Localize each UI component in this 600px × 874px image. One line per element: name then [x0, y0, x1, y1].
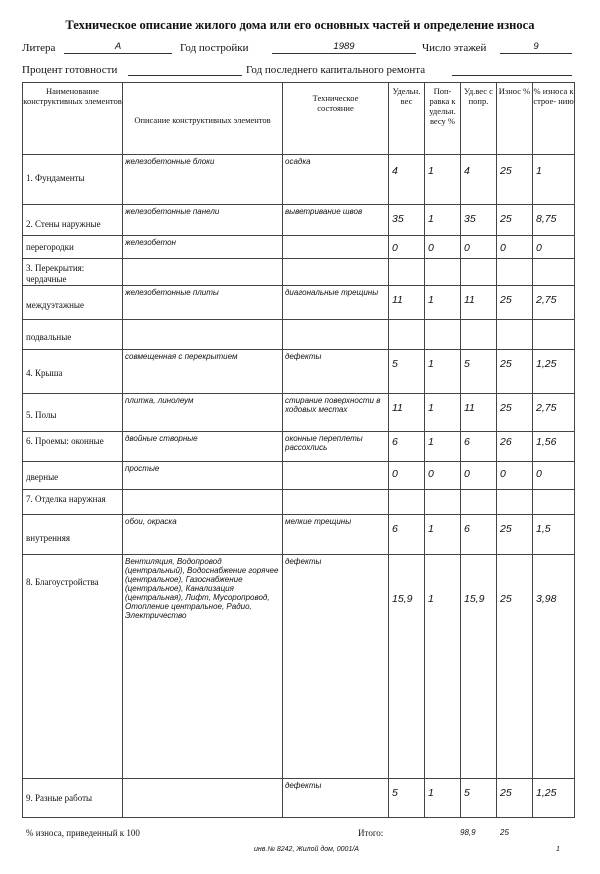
- col-desc-header: Описание конструктивных элементов: [123, 83, 283, 155]
- element-description-cell: двойные створные: [123, 432, 283, 462]
- value-cell-w: 0: [389, 236, 425, 259]
- technical-state-cell: диагональные трещины: [283, 286, 389, 320]
- table-row: [23, 394, 575, 432]
- litera-label: Литера: [22, 42, 56, 54]
- value-cell-w: 11: [389, 286, 425, 320]
- repair-label: Год последнего капитального ремонта: [246, 64, 426, 76]
- value-cell-w: [389, 259, 425, 286]
- technical-state-cell: [283, 236, 389, 259]
- total-weight: 98,9: [460, 828, 476, 837]
- element-description-cell: [123, 259, 283, 286]
- value-cell-w: 15,9: [389, 555, 425, 779]
- table-row: [23, 320, 575, 350]
- col-weight-corr-header: Уд.вес с попр.: [461, 83, 497, 155]
- page-number: 1: [556, 846, 560, 853]
- element-name-cell: 7. Отделка наружная: [23, 490, 123, 515]
- value-cell-c: [425, 259, 461, 286]
- value-cell-wb: 1,25: [533, 350, 575, 394]
- value-cell-wb: 1: [533, 155, 575, 205]
- value-cell-wear: 0: [497, 462, 533, 490]
- technical-state-cell: [283, 490, 389, 515]
- value-cell-wear: [497, 490, 533, 515]
- element-description-cell: железобетонные блоки: [123, 155, 283, 205]
- value-cell-c: 1: [425, 515, 461, 555]
- element-description-cell: [123, 779, 283, 818]
- document-title: Техническое описание жилого дома или его основных частей и определение износа: [65, 18, 535, 32]
- element-name-cell: 8. Благоустройства: [23, 555, 123, 779]
- element-name-cell: перегородки: [23, 236, 123, 259]
- value-cell-c: 1: [425, 432, 461, 462]
- technical-state-cell: мелкие трещины: [283, 515, 389, 555]
- technical-state-cell: дефекты: [283, 350, 389, 394]
- value-cell-wb: 0: [533, 236, 575, 259]
- value-cell-wb: [533, 320, 575, 350]
- value-cell-wc: 11: [461, 286, 497, 320]
- year-field: 1989: [272, 41, 416, 54]
- table-row: [23, 205, 575, 236]
- value-cell-c: 0: [425, 462, 461, 490]
- col-state-header: Техническое состояние: [283, 83, 389, 155]
- element-description-cell: простые: [123, 462, 283, 490]
- readiness-field: [128, 63, 242, 76]
- value-cell-wb: 3,98: [533, 555, 575, 779]
- inventory-note: инв.№ 8242, Жилой дом, 0001/А: [254, 846, 359, 853]
- value-cell-c: 1: [425, 286, 461, 320]
- value-cell-c: 1: [425, 779, 461, 818]
- technical-state-cell: дефекты: [283, 555, 389, 779]
- value-cell-wc: 11: [461, 394, 497, 432]
- col-wear-header: Износ %: [497, 83, 533, 155]
- value-cell-wb: 1,25: [533, 779, 575, 818]
- technical-state-cell: дефекты: [283, 779, 389, 818]
- value-cell-wb: 1,56: [533, 432, 575, 462]
- value-cell-wb: 8,75: [533, 205, 575, 236]
- table-row: [23, 236, 575, 259]
- value-cell-wb: [533, 259, 575, 286]
- element-name-cell: междуэтажные: [23, 286, 123, 320]
- value-cell-c: [425, 490, 461, 515]
- value-cell-wb: [533, 490, 575, 515]
- technical-state-cell: выветривание швов: [283, 205, 389, 236]
- value-cell-wb: 2,75: [533, 394, 575, 432]
- year-label: Год постройки: [180, 42, 249, 54]
- reduced-wear-label: % износа, приведенный к 100: [26, 828, 140, 838]
- value-cell-c: 1: [425, 205, 461, 236]
- value-cell-wc: [461, 490, 497, 515]
- col-weight-header: Удельн. вес: [389, 83, 425, 155]
- element-description-cell: [123, 320, 283, 350]
- element-name-cell: 3. Перекрытия: чердачные: [23, 259, 123, 286]
- element-name-cell: 2. Стены наружные: [23, 205, 123, 236]
- value-cell-wear: 25: [497, 394, 533, 432]
- value-cell-wb: 0: [533, 462, 575, 490]
- value-cell-c: 0: [425, 236, 461, 259]
- table-row: [23, 432, 575, 462]
- floors-field: 9: [500, 41, 572, 54]
- technical-state-cell: осадка: [283, 155, 389, 205]
- table-row: [23, 259, 575, 286]
- value-cell-wc: 35: [461, 205, 497, 236]
- value-cell-wc: [461, 259, 497, 286]
- total-wear: 25: [500, 828, 509, 837]
- technical-state-cell: оконные переплеты рассохлись: [283, 432, 389, 462]
- element-description-cell: железобетон: [123, 236, 283, 259]
- wear-table: [22, 82, 575, 818]
- value-cell-w: 5: [389, 779, 425, 818]
- value-cell-wc: 5: [461, 779, 497, 818]
- element-description-cell: железобетонные плиты: [123, 286, 283, 320]
- element-name-cell: 4. Крыша: [23, 350, 123, 394]
- value-cell-wear: 25: [497, 555, 533, 779]
- value-cell-c: [425, 320, 461, 350]
- value-cell-w: 11: [389, 394, 425, 432]
- value-cell-wear: 0: [497, 236, 533, 259]
- col-correction-header: Поп- равка к удельн. весу %: [425, 83, 461, 155]
- value-cell-wear: 25: [497, 155, 533, 205]
- value-cell-w: [389, 320, 425, 350]
- table-header-row: [23, 83, 575, 155]
- value-cell-wc: [461, 320, 497, 350]
- value-cell-wb: 1,5: [533, 515, 575, 555]
- col-wear-building-header: % износа к строе- нию: [533, 83, 575, 155]
- value-cell-wear: 25: [497, 205, 533, 236]
- table-row: [23, 462, 575, 490]
- value-cell-w: [389, 490, 425, 515]
- total-label: Итого:: [358, 828, 384, 838]
- element-name-cell: 6. Проемы: оконные: [23, 432, 123, 462]
- element-name-cell: внутренняя: [23, 515, 123, 555]
- table-row: [23, 490, 575, 515]
- element-description-cell: плитка, линолеум: [123, 394, 283, 432]
- value-cell-wc: 6: [461, 432, 497, 462]
- table-row: [23, 555, 575, 779]
- value-cell-w: 35: [389, 205, 425, 236]
- value-cell-wear: 25: [497, 515, 533, 555]
- element-name-cell: 9. Разные работы: [23, 779, 123, 818]
- element-name-cell: 5. Полы: [23, 394, 123, 432]
- table-row: [23, 350, 575, 394]
- value-cell-wear: 25: [497, 779, 533, 818]
- element-name-cell: дверные: [23, 462, 123, 490]
- value-cell-wc: 6: [461, 515, 497, 555]
- value-cell-wc: 0: [461, 236, 497, 259]
- technical-state-cell: стирание поверхности в ходовых местах: [283, 394, 389, 432]
- value-cell-w: 5: [389, 350, 425, 394]
- value-cell-wear: 25: [497, 286, 533, 320]
- readiness-label: Процент готовности: [22, 64, 118, 76]
- table-row: [23, 779, 575, 818]
- element-description-cell: [123, 490, 283, 515]
- value-cell-w: 6: [389, 515, 425, 555]
- value-cell-wc: 5: [461, 350, 497, 394]
- element-name-cell: подвальные: [23, 320, 123, 350]
- repair-field: [452, 63, 572, 76]
- value-cell-c: 1: [425, 394, 461, 432]
- technical-state-cell: [283, 320, 389, 350]
- element-name-cell: 1. Фундаменты: [23, 155, 123, 205]
- technical-state-cell: [283, 462, 389, 490]
- value-cell-wear: [497, 259, 533, 286]
- value-cell-wc: 4: [461, 155, 497, 205]
- technical-state-cell: [283, 259, 389, 286]
- floors-label: Число этажей: [422, 42, 487, 54]
- element-description-cell: совмещенная с перекрытием: [123, 350, 283, 394]
- value-cell-wear: 26: [497, 432, 533, 462]
- value-cell-wear: 25: [497, 350, 533, 394]
- value-cell-wc: 0: [461, 462, 497, 490]
- value-cell-c: 1: [425, 155, 461, 205]
- element-description-cell: железобетонные панели: [123, 205, 283, 236]
- value-cell-wb: 2,75: [533, 286, 575, 320]
- litera-field: А: [64, 41, 172, 54]
- value-cell-c: 1: [425, 555, 461, 779]
- element-description-cell: Вентиляция, Водопровод (центральный), Водоснабжение горячее (центральное), Газоснабжение (центральное), Канализация (центральная), Лифт, Мусоропровод, Отопление центральное, Радио, Электричество: [123, 555, 283, 779]
- table-row: [23, 155, 575, 205]
- value-cell-wear: [497, 320, 533, 350]
- value-cell-wc: 15,9: [461, 555, 497, 779]
- value-cell-w: 4: [389, 155, 425, 205]
- table-row: [23, 286, 575, 320]
- element-description-cell: обои, окраска: [123, 515, 283, 555]
- value-cell-w: 0: [389, 462, 425, 490]
- table-row: [23, 515, 575, 555]
- col-name-header: Наименование конструктивных элементов: [23, 83, 123, 155]
- value-cell-c: 1: [425, 350, 461, 394]
- value-cell-w: 6: [389, 432, 425, 462]
